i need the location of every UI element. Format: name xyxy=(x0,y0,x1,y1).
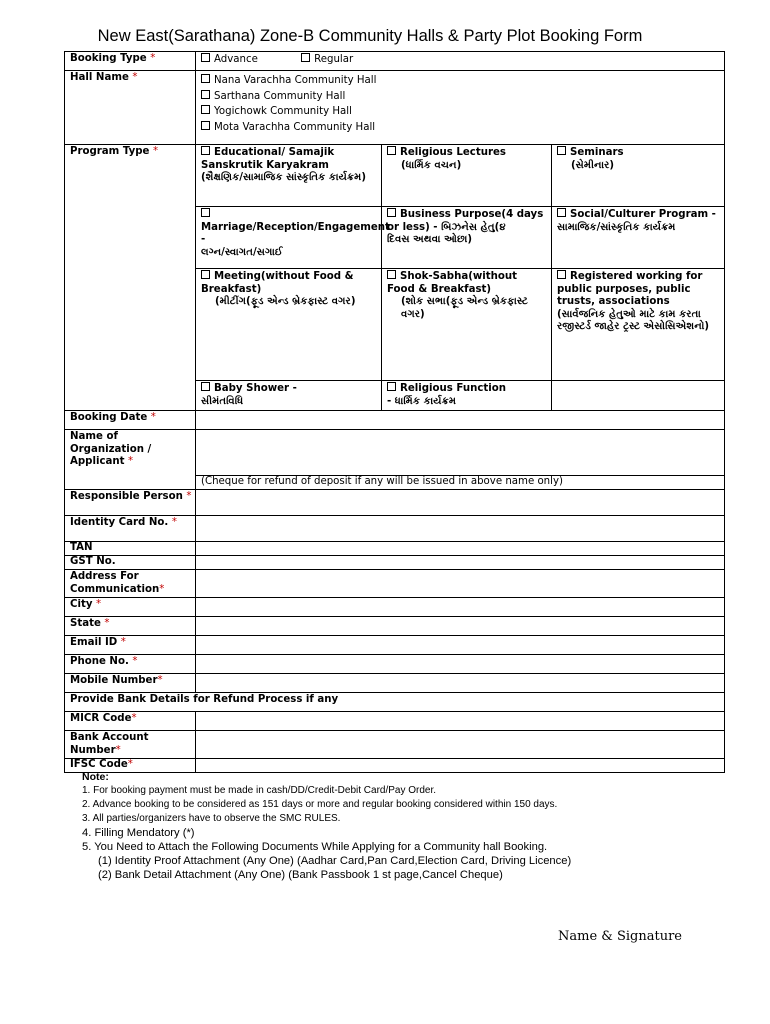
applicant-row xyxy=(65,430,725,476)
checkbox-icon[interactable] xyxy=(301,53,310,62)
note-item: 1. For booking payment must be made in cash/DD/Credit-Debit Card/Pay Order. xyxy=(82,785,437,796)
mobile-input[interactable] xyxy=(196,674,725,693)
address-input[interactable] xyxy=(196,570,725,598)
program-option-social-culture[interactable]: Social/Culturer Program - સામાજિક/સાંસ્કૃતિક કાર્યક્રમ xyxy=(552,207,725,269)
note-item: 2. Advance booking to be considered as 151 days or more and regular booking considered within 150 days. xyxy=(82,799,558,810)
city-label: City * xyxy=(65,598,196,617)
address-row xyxy=(65,570,725,598)
signature-label: Name & Signature xyxy=(558,929,682,944)
checkbox-icon[interactable] xyxy=(557,270,566,279)
required-mark: * xyxy=(150,53,156,64)
program-option-shok-sabha[interactable]: Shok-Sabha(without Food & Breakfast) (શોક સભા(ફૂડ એન્ડ બ્રેકફાસ્ટ વગર) xyxy=(382,269,552,381)
program-option-religious-function[interactable]: Religious Function - ધાર્મિક કાર્યક્રમ xyxy=(382,381,552,411)
hall-option-yogichowk[interactable]: Yogichowk Community Hall xyxy=(201,105,719,119)
tan-label: TAN xyxy=(65,542,196,556)
state-label: State * xyxy=(65,617,196,636)
checkbox-icon[interactable] xyxy=(201,53,210,62)
booking-type-options xyxy=(196,52,725,71)
mobile-row xyxy=(65,674,725,693)
checkbox-icon[interactable] xyxy=(201,121,210,130)
booking-date-row xyxy=(65,411,725,430)
checkbox-icon[interactable] xyxy=(557,146,566,155)
mobile-label: Mobile Number* xyxy=(65,674,196,693)
booking-form-table xyxy=(64,51,725,773)
bank-account-row xyxy=(65,731,725,759)
hall-option-nana-varachha[interactable]: Nana Varachha Community Hall xyxy=(201,74,719,88)
responsible-person-input[interactable] xyxy=(196,490,725,516)
state-row xyxy=(65,617,725,636)
checkbox-icon[interactable] xyxy=(201,208,210,217)
address-label: Address For Communication* xyxy=(65,570,196,598)
booking-type-row xyxy=(65,52,725,71)
note-sub-item: (2) Bank Detail Attachment (Any One) (Bank Passbook 1 st page,Cancel Cheque) xyxy=(98,869,503,881)
email-label: Email ID * xyxy=(65,636,196,655)
note-sub-item: (1) Identity Proof Attachment (Any One) (Aadhar Card,Pan Card,Election Card, Driving Licence) xyxy=(98,855,572,867)
booking-date-label: Booking Date * xyxy=(65,411,196,430)
program-empty-cell xyxy=(552,381,725,411)
checkbox-icon[interactable] xyxy=(201,74,210,83)
program-option-business[interactable]: Business Purpose(4 days or less) - બિઝનેસ હેતુ(૪ દિવસ અથવા ઓછા) xyxy=(382,207,552,269)
email-row xyxy=(65,636,725,655)
hall-name-row xyxy=(65,71,725,145)
ifsc-label: IFSC Code* xyxy=(65,759,196,773)
hall-name-label: Hall Name * xyxy=(65,71,196,145)
checkbox-icon[interactable] xyxy=(387,146,396,155)
checkbox-icon[interactable] xyxy=(201,105,210,114)
checkbox-icon[interactable] xyxy=(201,90,210,99)
city-row xyxy=(65,598,725,617)
checkbox-icon[interactable] xyxy=(387,208,396,217)
email-input[interactable] xyxy=(196,636,725,655)
responsible-person-label: Responsible Person * xyxy=(65,490,196,516)
micr-input[interactable] xyxy=(196,712,725,731)
gst-row xyxy=(65,556,725,570)
tan-row xyxy=(65,542,725,556)
booking-type-label: Booking Type * xyxy=(65,52,196,71)
applicant-input[interactable] xyxy=(196,430,725,476)
note-item: 5. You Need to Attach the Following Documents While Applying for a Community hall Booking. xyxy=(82,841,548,853)
hall-option-sarthana[interactable]: Sarthana Community Hall xyxy=(201,90,719,104)
gst-label: GST No. xyxy=(65,556,196,570)
phone-input[interactable] xyxy=(196,655,725,674)
booking-type-regular-option[interactable]: Regular xyxy=(301,53,353,67)
notes-section xyxy=(82,770,732,882)
booking-date-input[interactable] xyxy=(196,411,725,430)
gst-input[interactable] xyxy=(196,556,725,570)
program-option-religious-lectures[interactable]: Religious Lectures (ધાર્મિક વચન) xyxy=(382,145,552,207)
checkbox-icon[interactable] xyxy=(387,382,396,391)
city-input[interactable] xyxy=(196,598,725,617)
bank-section-heading: Provide Bank Details for Refund Process if any xyxy=(65,693,725,712)
responsible-person-row xyxy=(65,490,725,516)
phone-label: Phone No. * xyxy=(65,655,196,674)
checkbox-icon[interactable] xyxy=(387,270,396,279)
hall-option-mota-varachha[interactable]: Mota Varachha Community Hall xyxy=(201,121,719,135)
notes-heading: Note: xyxy=(82,771,109,783)
note-item: 3. All parties/organizers have to observe the SMC RULES. xyxy=(82,813,341,824)
bank-account-label: Bank Account Number* xyxy=(65,731,196,759)
booking-type-advance-option[interactable]: Advance xyxy=(201,53,258,67)
checkbox-icon[interactable] xyxy=(201,270,210,279)
note-item: 4. Filling Mendatory (*) xyxy=(82,827,195,839)
checkbox-icon[interactable] xyxy=(557,208,566,217)
program-type-label: Program Type * xyxy=(65,145,196,411)
program-option-baby-shower[interactable]: Baby Shower - સીમંતવિધિ xyxy=(196,381,382,411)
program-option-meeting[interactable]: Meeting(without Food & Breakfast) (મીટીંગ(ફૂડ એન્ડ બ્રેકફાસ્ટ વગર) xyxy=(196,269,382,381)
state-input[interactable] xyxy=(196,617,725,636)
program-type-row-1 xyxy=(65,145,725,207)
tan-input[interactable] xyxy=(196,542,725,556)
bank-account-input[interactable] xyxy=(196,731,725,759)
program-option-seminars[interactable]: Seminars (સેમીનાર) xyxy=(552,145,725,207)
program-option-educational[interactable]: Educational/ Samajik Sanskrutik Karyakram (શૈક્ષણિક/સામાજિક સાંસ્કૃતિક કાર્યક્રમ) xyxy=(196,145,382,207)
cheque-note: (Cheque for refund of deposit if any will be issued in above name only) xyxy=(196,476,725,490)
identity-card-label: Identity Card No. * xyxy=(65,516,196,542)
checkbox-icon[interactable] xyxy=(201,382,210,391)
program-option-marriage[interactable]: Marriage/Reception/Engagement - લગ્ન/સ્વાગત/સગાઈ xyxy=(196,207,382,269)
phone-row xyxy=(65,655,725,674)
page-title: New East(Sarathana) Zone-B Community Halls & Party Plot Booking Form xyxy=(97,27,643,45)
identity-card-input[interactable] xyxy=(196,516,725,542)
bank-section-row xyxy=(65,693,725,712)
identity-card-row xyxy=(65,516,725,542)
micr-row xyxy=(65,712,725,731)
program-option-registered-trusts[interactable]: Registered working for public purposes, public trusts, associations (સાર્વજનિક હેતુઓ માટે કામ કરતા રજીસ્ટર્ડ જાહેર ટ્રસ્ટ એસોસિએશનો) xyxy=(552,269,725,381)
micr-label: MICR Code* xyxy=(65,712,196,731)
applicant-label: Name of Organization / Applicant * xyxy=(65,430,196,490)
checkbox-icon[interactable] xyxy=(201,146,210,155)
hall-name-options xyxy=(196,71,725,145)
